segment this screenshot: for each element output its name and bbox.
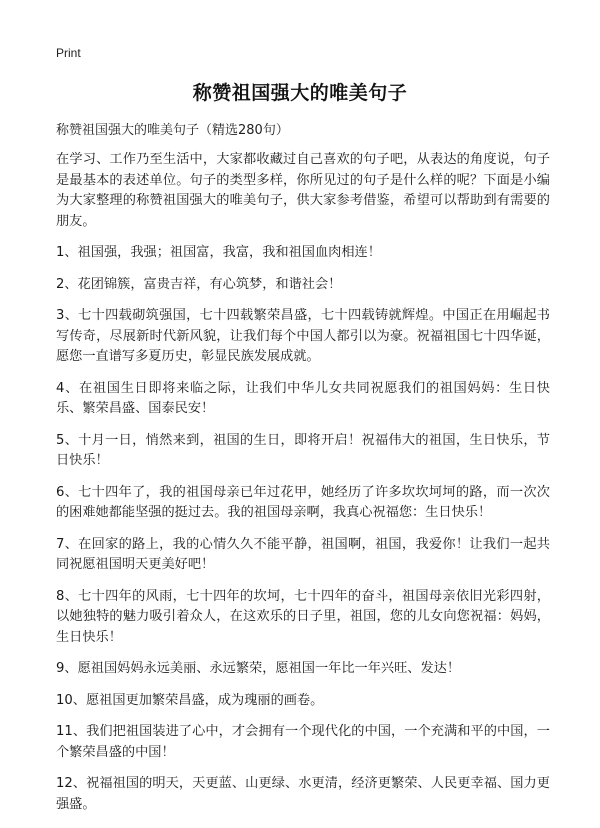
article-body xyxy=(56,150,550,826)
list-item: 7、在回家的路上，我的心情久久不能平静，祖国啊，祖国，我爱你！让我们一起共同祝愿祖国明天更美好吧！ xyxy=(56,536,550,572)
list-item: 11、我们把祖国装进了心中，才会拥有一个现代化的中国，一个充满和平的中国，一个繁荣昌盛的中国！ xyxy=(56,724,550,760)
list-item: 5、十月一日，悄然来到，祖国的生日，即将开启！祝福伟大的祖国，生日快乐，节日快乐！ xyxy=(56,432,550,468)
print-link[interactable]: Print xyxy=(56,46,81,60)
list-item: 10、愿祖国更加繁荣昌盛，成为瑰丽的画卷。 xyxy=(56,692,324,708)
page-title: 称赞祖国强大的唯美句子 xyxy=(192,82,408,104)
list-item: 1、祖国强，我强；祖国富，我富，我和祖国血肉相连！ xyxy=(56,245,381,260)
list-item: 6、七十四年了，我的祖国母亲已年过花甲，她经历了许多坎坎坷坷的路，而一次次的困难她都能坚强的挺过去。我的祖国母亲啊，我真心祝福您：生日快乐！ xyxy=(56,484,550,520)
list-item: 8、七十四年的风雨，七十四年的坎坷，七十四年的奋斗，祖国母亲依旧光彩四射，以她独特的魅力吸引着众人，在这欢乐的日子里，祖国，您的儿女向您祝福：妈妈，生日快乐！ xyxy=(56,588,550,645)
intro-paragraph: 在学习、工作乃至生活中，大家都收藏过自己喜欢的句子吧，从表达的角度说，句子是最基本的表述单位。句子的类型多样，你所见过的句子是什么样的呢？下面是小编为大家整理的称赞祖国强大的唯美句子，供大家参考借鉴，希望可以帮助到有需要的朋友。 xyxy=(56,152,550,229)
list-item: 4、在祖国生日即将来临之际，让我们中华儿女共同祝愿我们的祖国妈妈：生日快乐、繁荣昌盛、国泰民安！ xyxy=(56,380,550,416)
list-item: 9、愿祖国妈妈永远美丽、永远繁荣，愿祖国一年比一年兴旺、发达！ xyxy=(56,661,461,676)
list-item: 2、花团锦簇，富贵吉祥，有心筑梦，和谐社会！ xyxy=(56,276,342,292)
list-item: 3、七十四载砌筑强国，七十四载繁荣昌盛，七十四载铸就辉煌。中国正在用崛起书写传奇，尽展新时代新风貌，让我们每个中国人都引以为豪。祝福祖国七十四华诞，愿您一直谱写多夏历史，彰显民族发展成就。 xyxy=(56,308,550,364)
document-subtitle: 称赞祖国强大的唯美句子（精选280句） xyxy=(56,123,289,138)
list-item: 12、祝福祖国的明天，天更蓝、山更绿、水更清，经济更繁荣、人民更幸福、国力更强盛。 xyxy=(56,776,550,812)
